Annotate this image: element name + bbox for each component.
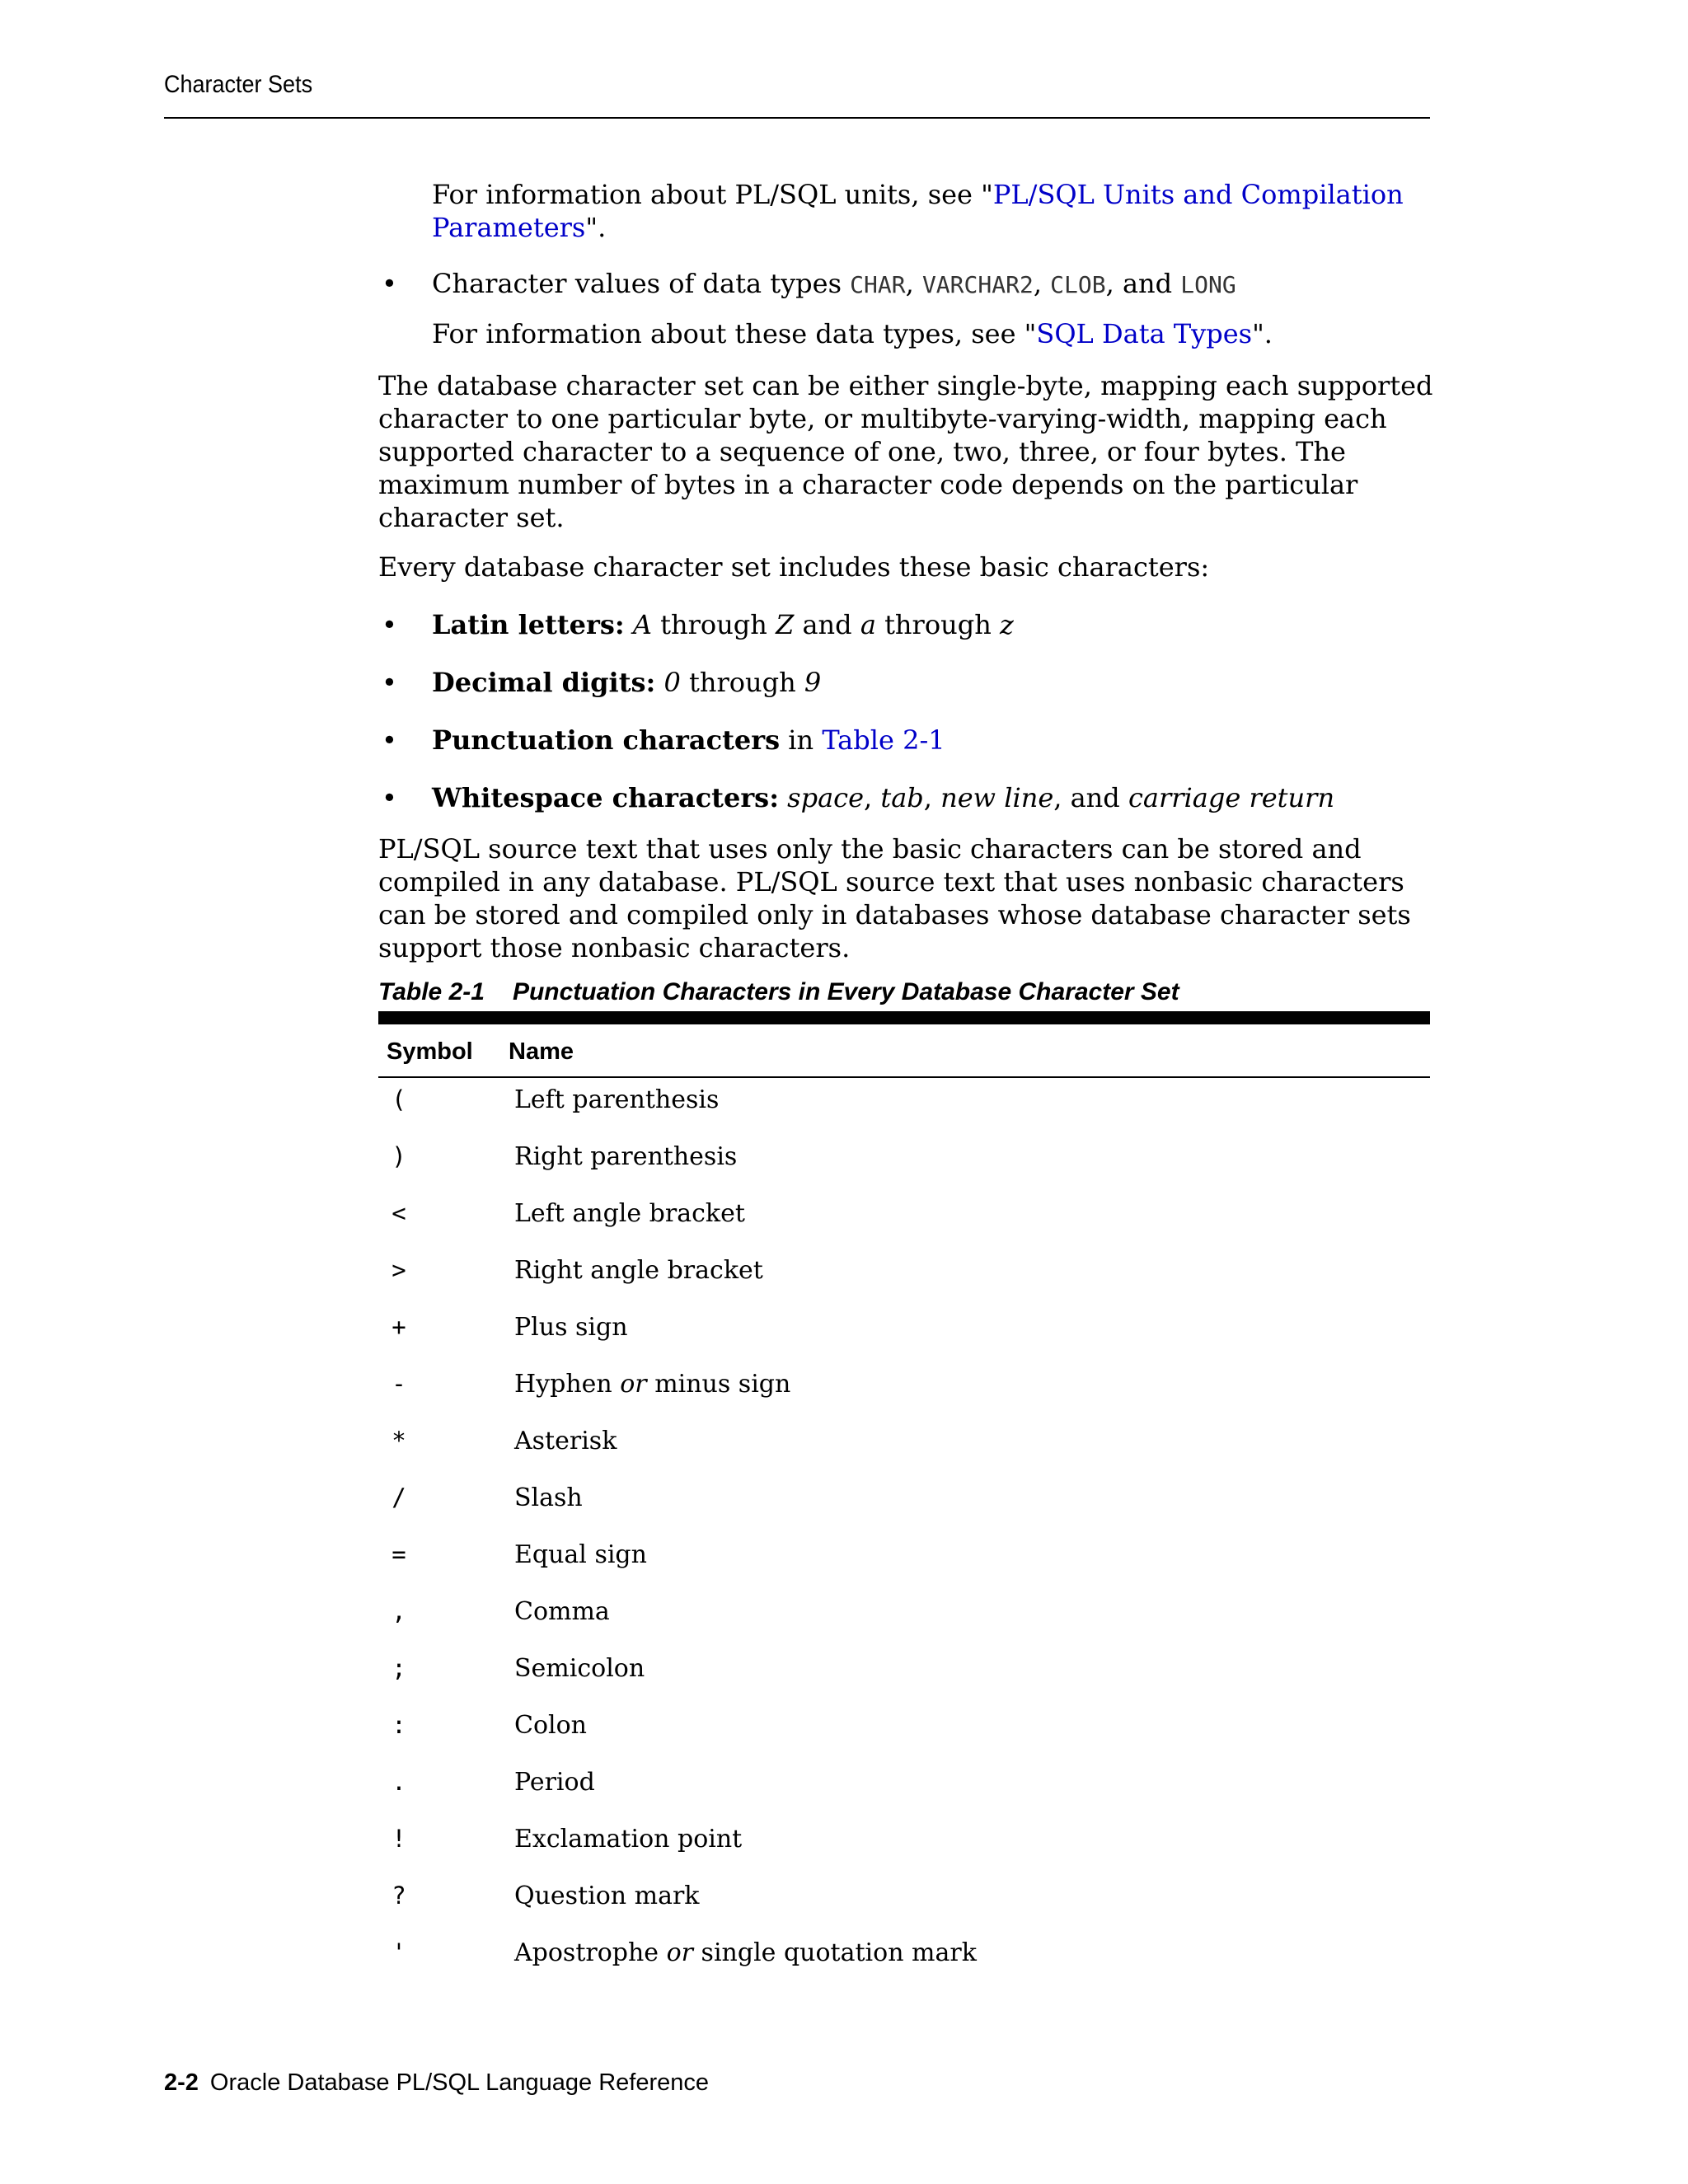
symbol-cell: ; bbox=[392, 1654, 406, 1682]
data-types-note bbox=[432, 317, 1442, 350]
text: in bbox=[780, 724, 823, 756]
bullet-latin bbox=[378, 608, 1442, 641]
name-cell bbox=[514, 1711, 587, 1740]
name-text: Right parenthesis bbox=[514, 1142, 738, 1171]
body-text bbox=[378, 178, 1442, 964]
sql-data-types-link[interactable]: SQL Data Types bbox=[1036, 318, 1253, 349]
name-cell bbox=[514, 1313, 628, 1342]
name-cell bbox=[514, 1882, 700, 1910]
type-char: CHAR bbox=[850, 271, 906, 298]
table-row bbox=[378, 1483, 1430, 1540]
name-text: Semicolon bbox=[514, 1654, 645, 1683]
name-cell bbox=[514, 1370, 790, 1399]
bullet-digits bbox=[378, 666, 1442, 699]
name-cell bbox=[514, 1597, 610, 1626]
name-text: Asterisk bbox=[514, 1427, 617, 1455]
sep: , bbox=[1033, 268, 1051, 299]
name-text: Exclamation point bbox=[514, 1825, 743, 1854]
bullet-label: Decimal digits: bbox=[432, 667, 656, 698]
bullet-label: Punctuation characters bbox=[432, 724, 781, 756]
text: , bbox=[923, 782, 941, 813]
name-text: Period bbox=[514, 1768, 595, 1797]
name-text: Colon bbox=[514, 1711, 587, 1740]
italic: z bbox=[999, 609, 1014, 640]
type-varchar2: VARCHAR2 bbox=[921, 271, 1034, 298]
type-clob: CLOB bbox=[1050, 271, 1106, 298]
name-cell bbox=[514, 1085, 719, 1114]
paragraph-basic-chars: Every database character set includes these basic characters: bbox=[378, 551, 1210, 583]
paragraph-source-text: PL/SQL source text that uses only the basic characters can be stored and compiled in any database. PL/SQL source text that uses nonbasic characters can be stored and compiled only in databases whose database character sets support those nonbasic characters. bbox=[378, 833, 1411, 963]
symbol-cell: , bbox=[392, 1597, 406, 1625]
table-caption-number: Table 2-1 bbox=[378, 978, 485, 1005]
pls-units-note bbox=[432, 178, 1421, 244]
table-row bbox=[378, 1256, 1430, 1313]
name-text: Plus sign bbox=[514, 1313, 628, 1342]
name-text: Slash bbox=[514, 1483, 583, 1512]
bullet-label: Whitespace characters: bbox=[432, 782, 779, 813]
italic: a bbox=[860, 609, 876, 640]
bullet-label: Latin letters: bbox=[432, 609, 625, 640]
name-text: Question mark bbox=[514, 1882, 700, 1910]
text: through bbox=[875, 609, 1000, 640]
name-text: Hyphen bbox=[514, 1370, 621, 1399]
italic: Z bbox=[776, 609, 795, 640]
table-row bbox=[378, 1768, 1430, 1825]
symbol-cell: < bbox=[392, 1199, 406, 1227]
name-text: Left parenthesis bbox=[514, 1085, 720, 1114]
symbol-cell: . bbox=[392, 1768, 406, 1796]
name-text: Comma bbox=[514, 1597, 610, 1626]
type-long: LONG bbox=[1180, 271, 1236, 298]
bullet-char-types bbox=[378, 267, 1442, 302]
symbol-cell: / bbox=[392, 1483, 406, 1511]
symbol-cell: = bbox=[392, 1540, 406, 1568]
table-row bbox=[378, 1427, 1430, 1483]
table-caption bbox=[378, 978, 1179, 1006]
book-title: Oracle Database PL/SQL Language Reference bbox=[209, 2069, 710, 2096]
name-text: Left angle bracket bbox=[514, 1199, 745, 1228]
bullet-punctuation bbox=[378, 724, 1442, 757]
table-row bbox=[378, 1882, 1430, 1938]
italic: tab bbox=[880, 782, 924, 813]
paragraph-charset: The database character set can be either single-byte, mapping each supported character to one particular byte, or multibyte-varying-width, mapping each supported character to a sequence of one, two, three, or four bytes. The maximum number of bytes in a character code depends on the particular character set. bbox=[378, 370, 1433, 533]
name-cell bbox=[514, 1938, 977, 1967]
name-cell bbox=[514, 1768, 595, 1797]
bullet-text: Character values of data types bbox=[432, 268, 851, 299]
italic: 9 bbox=[804, 667, 822, 698]
name-cell bbox=[514, 1199, 745, 1228]
table-caption-title: Punctuation Characters in Every Database Character Set bbox=[512, 978, 1179, 1005]
name-text: Right angle bracket bbox=[514, 1256, 763, 1285]
symbol-cell: ? bbox=[392, 1882, 406, 1910]
symbol-cell: ) bbox=[392, 1142, 406, 1170]
text: , bbox=[864, 782, 881, 813]
table-row bbox=[378, 1825, 1430, 1882]
name-text: Apostrophe bbox=[514, 1938, 667, 1967]
table-2-1-link[interactable]: Table 2-1 bbox=[822, 724, 945, 756]
table-row bbox=[378, 1938, 1430, 1995]
running-header: Character Sets bbox=[164, 71, 313, 98]
name-cell bbox=[514, 1540, 647, 1569]
table-top-bar bbox=[378, 1011, 1430, 1024]
italic: 0 bbox=[663, 667, 681, 698]
header-rule bbox=[164, 117, 1430, 119]
italic: new line bbox=[940, 782, 1054, 813]
symbol-cell: + bbox=[392, 1313, 406, 1341]
name-cell bbox=[514, 1142, 737, 1171]
page-number: 2-2 bbox=[164, 2069, 199, 2096]
page-footer bbox=[164, 2069, 709, 2097]
name-cell bbox=[514, 1483, 583, 1512]
italic: carriage return bbox=[1128, 782, 1335, 813]
note-text: ". bbox=[1252, 318, 1273, 349]
note-text: For information about PL/SQL units, see " bbox=[432, 179, 993, 210]
name-text: Equal sign bbox=[514, 1540, 647, 1569]
name-or: or bbox=[666, 1938, 694, 1967]
text: , and bbox=[1053, 782, 1128, 813]
symbol-cell: ! bbox=[392, 1825, 406, 1853]
name-cell bbox=[514, 1825, 742, 1854]
name-cell bbox=[514, 1427, 617, 1455]
text: through bbox=[680, 667, 804, 698]
sep: , and bbox=[1105, 268, 1181, 299]
symbol-cell: : bbox=[392, 1711, 406, 1739]
name-cell bbox=[514, 1256, 763, 1285]
symbol-cell: ' bbox=[392, 1938, 406, 1966]
table-row bbox=[378, 1540, 1430, 1597]
table-row bbox=[378, 1142, 1430, 1199]
table-row bbox=[378, 1370, 1430, 1427]
name-cell bbox=[514, 1654, 645, 1683]
symbol-cell: - bbox=[392, 1370, 406, 1398]
table-header-rule bbox=[378, 1076, 1430, 1078]
table-row bbox=[378, 1313, 1430, 1370]
symbol-cell: > bbox=[392, 1256, 406, 1284]
pls-units-link[interactable]: PL/SQL Units and Compilation Parameters bbox=[432, 179, 1404, 243]
italic: space bbox=[787, 782, 865, 813]
text: and bbox=[794, 609, 860, 640]
column-header-name: Name bbox=[509, 1038, 574, 1065]
symbol-cell: * bbox=[392, 1427, 406, 1455]
name-text: single quotation mark bbox=[693, 1938, 977, 1967]
symbol-cell: ( bbox=[392, 1085, 406, 1113]
bullet-whitespace bbox=[378, 781, 1442, 814]
table-row bbox=[378, 1199, 1430, 1256]
name-or: or bbox=[620, 1370, 647, 1399]
column-header-symbol: Symbol bbox=[387, 1038, 473, 1065]
italic: A bbox=[632, 609, 652, 640]
name-text: minus sign bbox=[646, 1370, 791, 1399]
note-text: ". bbox=[585, 212, 607, 243]
note-text: For information about these data types, see " bbox=[432, 318, 1037, 349]
table-row bbox=[378, 1654, 1430, 1711]
table-row bbox=[378, 1711, 1430, 1768]
sep: , bbox=[905, 268, 922, 299]
table-row bbox=[378, 1597, 1430, 1654]
text: through bbox=[651, 609, 776, 640]
table-row bbox=[378, 1085, 1430, 1142]
